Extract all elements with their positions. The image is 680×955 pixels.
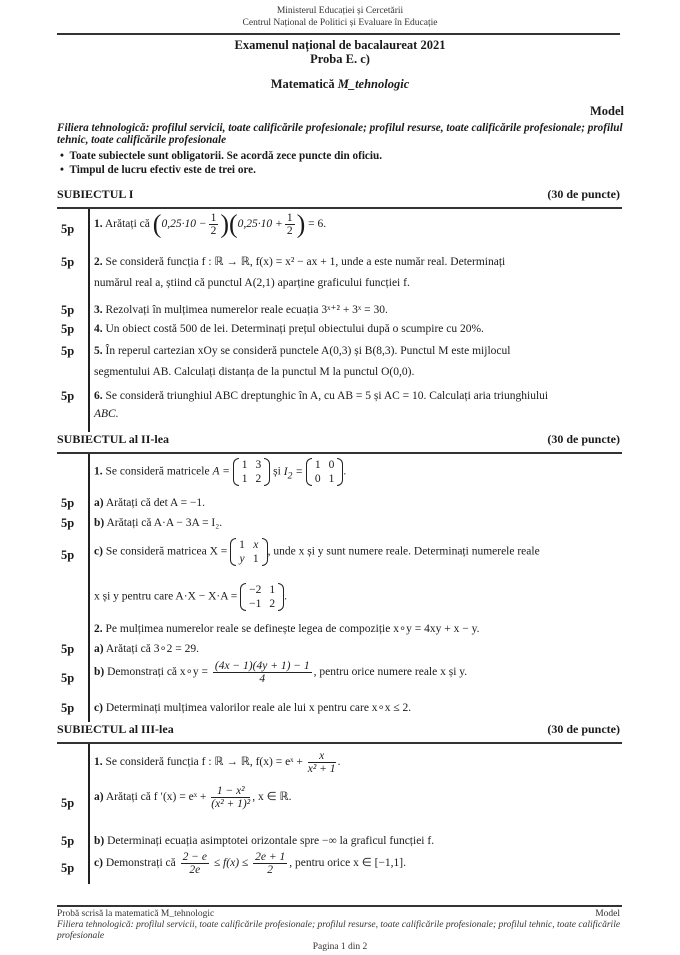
q-text-2: , unde x și y sunt numere reale. Determinați numerele reale: [267, 545, 540, 558]
question-2-2: [94, 622, 629, 636]
matrix-x: 1 x y 1: [230, 538, 268, 566]
q-label: c): [94, 545, 103, 558]
question-2-2b: [94, 660, 629, 685]
question-1-5-cont: segmentului AB. Calculați distanța de la punctul M la punctul O(0,0).: [94, 366, 415, 378]
inequality: ≤ f(x) ≤: [213, 857, 249, 870]
matrix-a: 1 3 1 2: [233, 458, 271, 486]
q-num: 2.: [94, 623, 103, 635]
fraction: $\frac{(4x - 1)(4y + 1) - 1}{4}$: [214, 660, 310, 685]
section-3-vline: [88, 744, 90, 884]
q-text: Pe mulțimea numerelor reale se definește legea de compoziție x∘y = 4xy + x − y.: [105, 623, 480, 635]
exam-title: Examenul național de bacalaureat 2021: [234, 38, 446, 52]
question-1-5: [94, 344, 629, 358]
question-1-1: 1. Arătați că (0,25·10 − $\frac{1}{2}$ )(0,25·10 + $\frac{1}{2}$ ) = 6.: [94, 209, 327, 239]
question-1-6: [94, 389, 629, 403]
q-text: Se consideră matricea X =: [105, 545, 228, 558]
question-1-4: [94, 322, 629, 336]
question-2-1c: [94, 538, 629, 566]
header-rule: [57, 33, 620, 35]
score-2-1c: 5p: [61, 548, 75, 562]
score-2-2a: 5p: [61, 642, 75, 656]
q-text: x și y pentru care A·X − X·A =: [94, 590, 238, 603]
subject-italic: M_tehnologic: [337, 77, 410, 91]
score-1-4: 5p: [61, 322, 75, 336]
score-3-1b: 5p: [61, 834, 75, 848]
question-2-1a: [94, 496, 629, 510]
score-1-1: 5p: [61, 222, 75, 236]
footer-left: Probă scrisă la matematică M_tehnologic: [57, 909, 215, 919]
q-text-2: , pentru orice numere reale x și y.: [313, 666, 468, 679]
q-text: Demonstrați că: [105, 857, 176, 870]
q-label: b): [94, 517, 105, 529]
q-text: În reperul cartezian xOy se consideră punctele A(0,3) și B(8,3). Punctul M este mijlocul: [105, 345, 511, 357]
bullet-2: • Timpul de lucru efectiv este de trei ore.: [60, 164, 256, 176]
fraction-lower: $\frac{2 - e}{2e}$: [182, 851, 207, 876]
q-label: b): [94, 835, 105, 847]
q-label: c): [94, 857, 103, 870]
score-2-2b: 5p: [61, 671, 75, 685]
q-label: a): [94, 497, 104, 509]
question-2-1b: [94, 516, 629, 530]
fraction: $\frac{x}{\text{x² + 1}}$: [307, 750, 336, 775]
section-1-rule: [57, 207, 622, 209]
q-num: 3.: [94, 304, 103, 316]
q-text: Determinați mulțimea valorilor reale ale lui x pentru care x∘x ≤ 2.: [105, 702, 412, 714]
footer-filiera: [57, 920, 627, 942]
proba-title: Proba E. c): [310, 52, 370, 66]
score-3-1a: 5p: [61, 796, 75, 810]
footer-right: Model: [595, 909, 620, 919]
question-1-2: [94, 255, 629, 269]
question-2-1: 1. Se consideră matricele A = 1 3 1 2 și $I_2$ = 1 0 0 1 .: [94, 459, 347, 485]
fraction-upper: $\frac{2e + 1}{2}$: [255, 851, 286, 876]
q-num: 5.: [94, 345, 103, 357]
question-3-1c: [94, 851, 629, 876]
q-num: 1.: [94, 218, 103, 231]
q-text: Un obiect costă 500 de lei. Determinați prețul obiectului după o scumpire cu 20%.: [105, 323, 484, 335]
q-text: Arătați că det A = −1.: [105, 497, 206, 509]
question-2-2c: [94, 701, 629, 715]
question-3-1: 1. Se consideră funcția f : ℝ → ℝ, f(x) = eˣ + $\frac{x}{\text{x² + 1}}$ .: [94, 750, 341, 775]
score-2-1b: 5p: [61, 516, 75, 530]
filiera-text: Filiera tehnologică: profilul servicii, toate calificările profesionale; profilul resurse, toate calificările profesionale; profilul tehnic, toate calificările profesionale: [57, 122, 623, 146]
q-text: Se consideră funcția f : ℝ → ℝ, f(x) = x² − ax + 1, unde a este număr real. Determinați: [105, 256, 506, 268]
fraction: $\frac{\text{1 − x²}}{\text{(x² + 1)²}}$: [211, 785, 251, 810]
bullet-text: Toate subiectele sunt obligatorii. Se acordă zece puncte din oficiu.: [69, 150, 383, 162]
section-2-vline: [88, 454, 90, 722]
question-2-1c-cont: x și y pentru care A·X − X·A = −2 1 −1 2 .: [94, 584, 288, 610]
score-2-1a: 5p: [61, 496, 75, 510]
section-1-points: (30 de puncte): [547, 187, 620, 201]
question-2-2a: [94, 642, 629, 656]
question-1-3: [94, 303, 629, 317]
section-3-points: (30 de puncte): [547, 722, 620, 736]
question-1-2-cont: numărul real a, știind că punctul A(2,1) aparține graficului funcției f.: [94, 277, 410, 289]
footer-filiera-text: Filiera tehnologică: profilul servicii, toate calificările profesionale; profilul resurse, toate calificările profesionale; profilul tehnic, toate calificările profesionale: [57, 920, 621, 941]
section-2-rule: [57, 452, 622, 454]
q-text: Arătați că A·A − 3A = I₂.: [106, 517, 223, 529]
question-3-1a: [94, 785, 629, 810]
section-2-title: SUBIECTUL al II-lea: [57, 432, 170, 446]
q-text: Se consideră funcția f : ℝ → ℝ, f(x) = eˣ +: [105, 756, 303, 769]
bullet-1: • Toate subiectele sunt obligatorii. Se acordă zece puncte din oficiu.: [60, 150, 383, 162]
q-text: Se consideră matricele: [105, 465, 210, 478]
question-3-1b: [94, 834, 629, 848]
section-3-rule: [57, 742, 622, 744]
score-1-3: 5p: [61, 303, 75, 317]
section-1-vline: [88, 209, 90, 432]
footer-rule: [57, 905, 622, 907]
q-text: Se consideră triunghiul ABC dreptunghic în A, cu AB = 5 și AC = 10. Calculați aria triunghiului: [105, 390, 549, 402]
score-1-2: 5p: [61, 255, 75, 269]
question-1-6-cont: ABC.: [94, 408, 119, 420]
section-3-title: SUBIECTUL al III-lea: [57, 722, 174, 736]
q-label: b): [94, 666, 105, 679]
model-label: Model: [589, 104, 624, 118]
q-text: Arătați că f ′(x) = eˣ +: [105, 791, 207, 804]
subject-title: [0, 77, 680, 92]
score-1-6: 5p: [61, 389, 75, 403]
q-num: 4.: [94, 323, 103, 335]
subject-prefix: Matematică: [270, 77, 338, 91]
score-1-5: 5p: [61, 344, 75, 358]
q-text-2: , x ∈ ℝ.: [252, 791, 292, 804]
q-text: Determinați ecuația asimptotei orizontale spre −∞ la graficul funcției f.: [107, 835, 435, 847]
q-text: Rezolvați în mulțimea numerelor reale ecuația 3ˣ⁺² + 3ˣ = 30.: [105, 304, 388, 316]
q-num: 1.: [94, 465, 103, 478]
q-num: 6.: [94, 390, 103, 402]
q-label: a): [94, 643, 104, 655]
q-label: c): [94, 702, 103, 714]
bullet-text: Timpul de lucru efectiv este de trei ore.: [69, 164, 256, 176]
section-1-title: SUBIECTUL I: [57, 187, 134, 201]
q-text-2: , pentru orice x ∈ [−1,1].: [289, 857, 406, 870]
q-text: Demonstrați că x∘y =: [107, 666, 208, 679]
score-2-2c: 5p: [61, 701, 75, 715]
section-2-points: (30 de puncte): [547, 432, 620, 446]
page-number: Pagina 1 din 2: [312, 942, 368, 952]
score-3-1c: 5p: [61, 861, 75, 875]
matrix-i2: 1 0 0 1: [306, 458, 344, 486]
q-label: a): [94, 791, 104, 804]
matrix-result: −2 1 −1 2: [240, 583, 284, 611]
q-num: 1.: [94, 756, 103, 769]
ministry-name: Ministerul Educației și Cercetării: [276, 6, 404, 16]
q-text: Arătați că 3∘2 = 29.: [105, 643, 200, 655]
q-num: 2.: [94, 256, 103, 268]
center-name: Centrul Național de Politici și Evaluare în Educație: [242, 18, 438, 28]
